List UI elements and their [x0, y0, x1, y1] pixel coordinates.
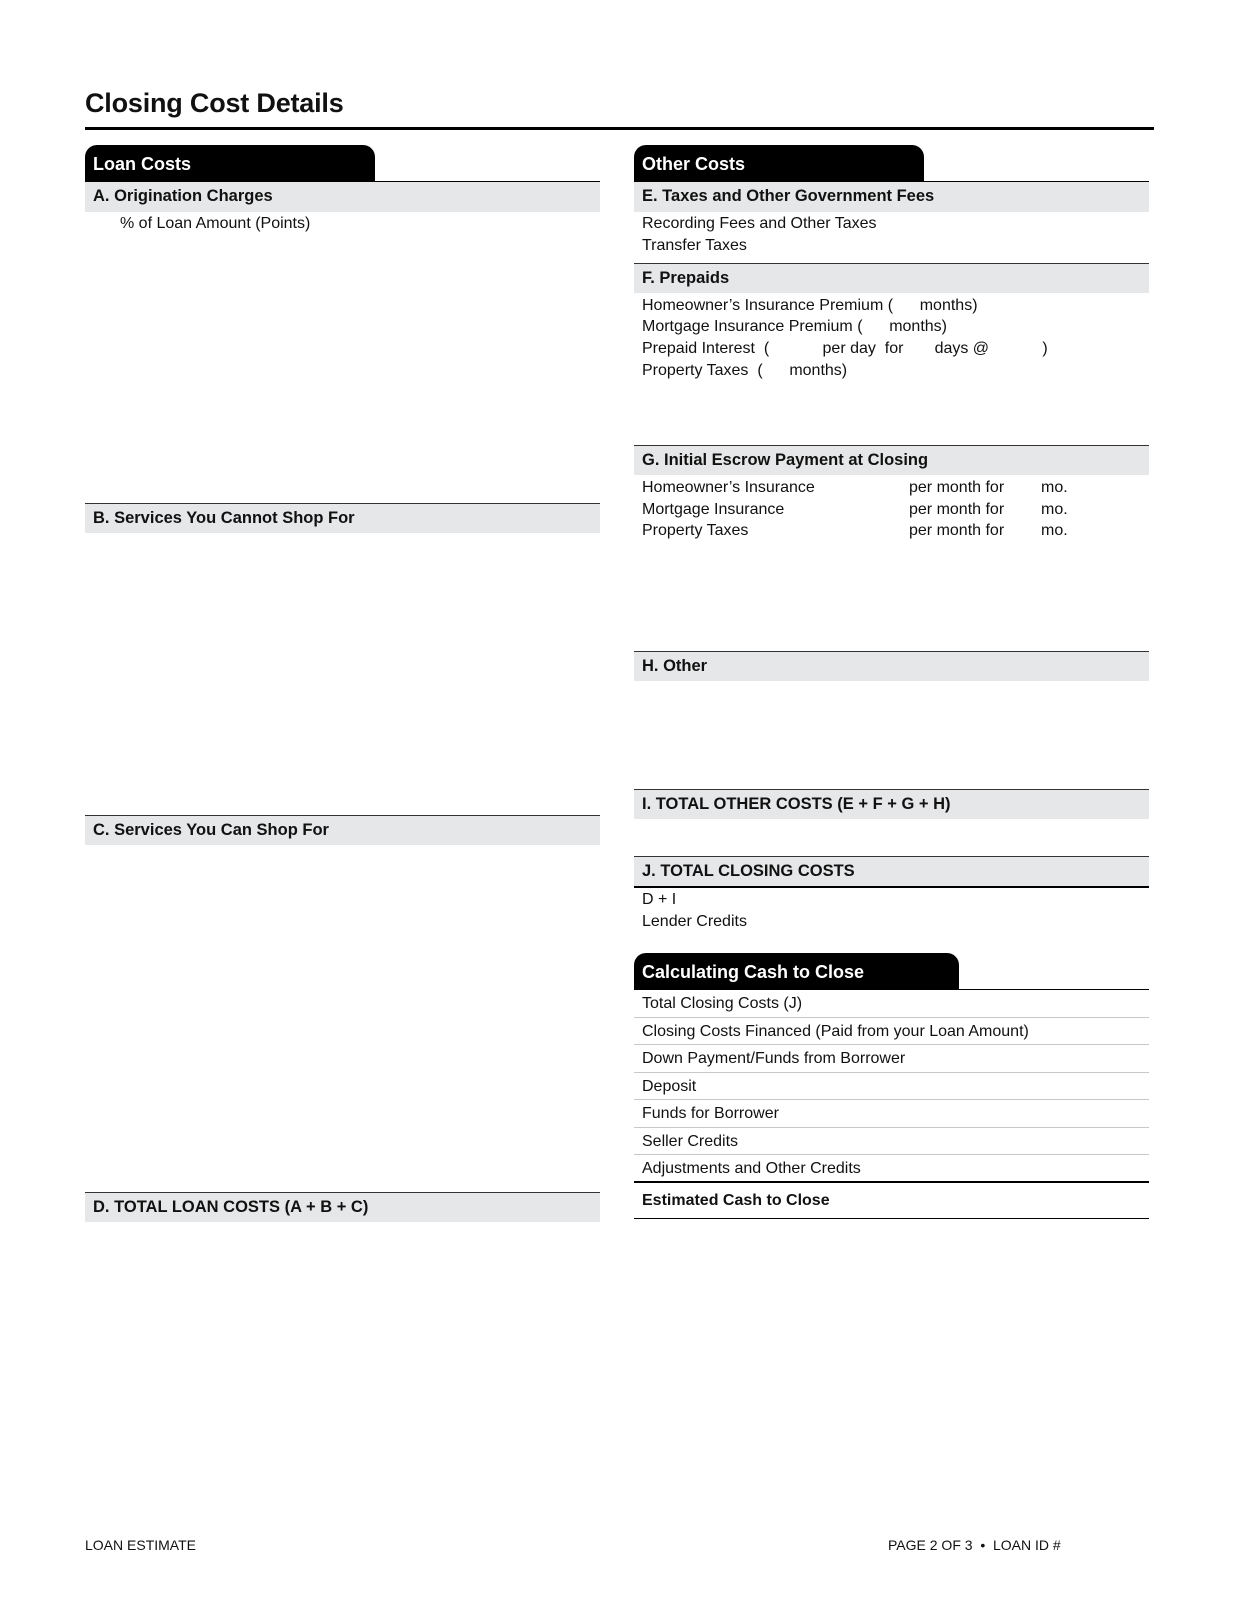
section-a-heading: A. Origination Charges	[85, 182, 600, 212]
cash-row-deposit: Deposit	[634, 1073, 1149, 1101]
cash-row-adjustments: Adjustments and Other Credits	[634, 1155, 1149, 1183]
cash-to-close-tab: Calculating Cash to Close	[634, 953, 959, 989]
loan-costs-tab: Loan Costs	[85, 145, 375, 181]
section-g-unit-homeowners: mo.	[1041, 479, 1068, 496]
section-g-unit-property: mo.	[1041, 522, 1068, 539]
cash-to-close-table	[634, 990, 1149, 1219]
section-j-line-d-plus-i: D + I	[642, 891, 677, 908]
section-g-mid-mortgage: per month for	[909, 501, 1005, 518]
section-b-heading: B. Services You Cannot Shop For	[85, 503, 600, 533]
section-a-points-line: % of Loan Amount (Points)	[120, 215, 311, 232]
section-f-line-mortgage: Mortgage Insurance Premium ( months)	[642, 318, 947, 335]
footer-loan-estimate: LOAN ESTIMATE	[85, 1537, 196, 1553]
section-c-heading: C. Services You Can Shop For	[85, 815, 600, 845]
section-g-label-mortgage: Mortgage Insurance	[642, 501, 785, 518]
section-g-heading: G. Initial Escrow Payment at Closing	[634, 445, 1149, 475]
section-j-rule	[634, 886, 1149, 888]
section-e-line-recording: Recording Fees and Other Taxes	[642, 215, 877, 232]
section-j-heading: J. TOTAL CLOSING COSTS	[634, 856, 1149, 886]
section-e-heading: E. Taxes and Other Government Fees	[634, 182, 1149, 212]
section-f-line-interest: Prepaid Interest ( per day for days @ )	[642, 340, 1048, 357]
footer-page-loan-id: PAGE 2 OF 3 • LOAN ID #	[888, 1537, 1061, 1553]
cash-row-total-closing-costs: Total Closing Costs (J)	[634, 990, 1149, 1018]
section-g-unit-mortgage: mo.	[1041, 501, 1068, 518]
cash-row-down-payment: Down Payment/Funds from Borrower	[634, 1045, 1149, 1073]
section-f-line-homeowners: Homeowner’s Insurance Premium ( months)	[642, 297, 978, 314]
section-f-heading: F. Prepaids	[634, 263, 1149, 293]
section-g-mid-homeowners: per month for	[909, 479, 1005, 496]
page-title: Closing Cost Details	[85, 88, 344, 118]
section-j-line-lender-credits: Lender Credits	[642, 913, 747, 930]
other-costs-tab: Other Costs	[634, 145, 924, 181]
cash-row-closing-costs-financed: Closing Costs Financed (Paid from your Loan Amount)	[634, 1018, 1149, 1046]
cash-row-estimated-cash-to-close: Estimated Cash to Close	[634, 1183, 1149, 1219]
cash-row-seller-credits: Seller Credits	[634, 1128, 1149, 1156]
section-i-heading: I. TOTAL OTHER COSTS (E + F + G + H)	[634, 789, 1149, 819]
section-f-line-property: Property Taxes ( months)	[642, 362, 848, 379]
section-g-label-property: Property Taxes	[642, 522, 749, 539]
section-d-heading: D. TOTAL LOAN COSTS (A + B + C)	[85, 1192, 600, 1222]
section-g-mid-property: per month for	[909, 522, 1005, 539]
cash-row-funds-for-borrower: Funds for Borrower	[634, 1100, 1149, 1128]
section-g-label-homeowners: Homeowner’s Insurance	[642, 479, 815, 496]
section-h-heading: H. Other	[634, 651, 1149, 681]
section-e-line-transfer: Transfer Taxes	[642, 237, 747, 254]
title-rule	[85, 127, 1154, 130]
